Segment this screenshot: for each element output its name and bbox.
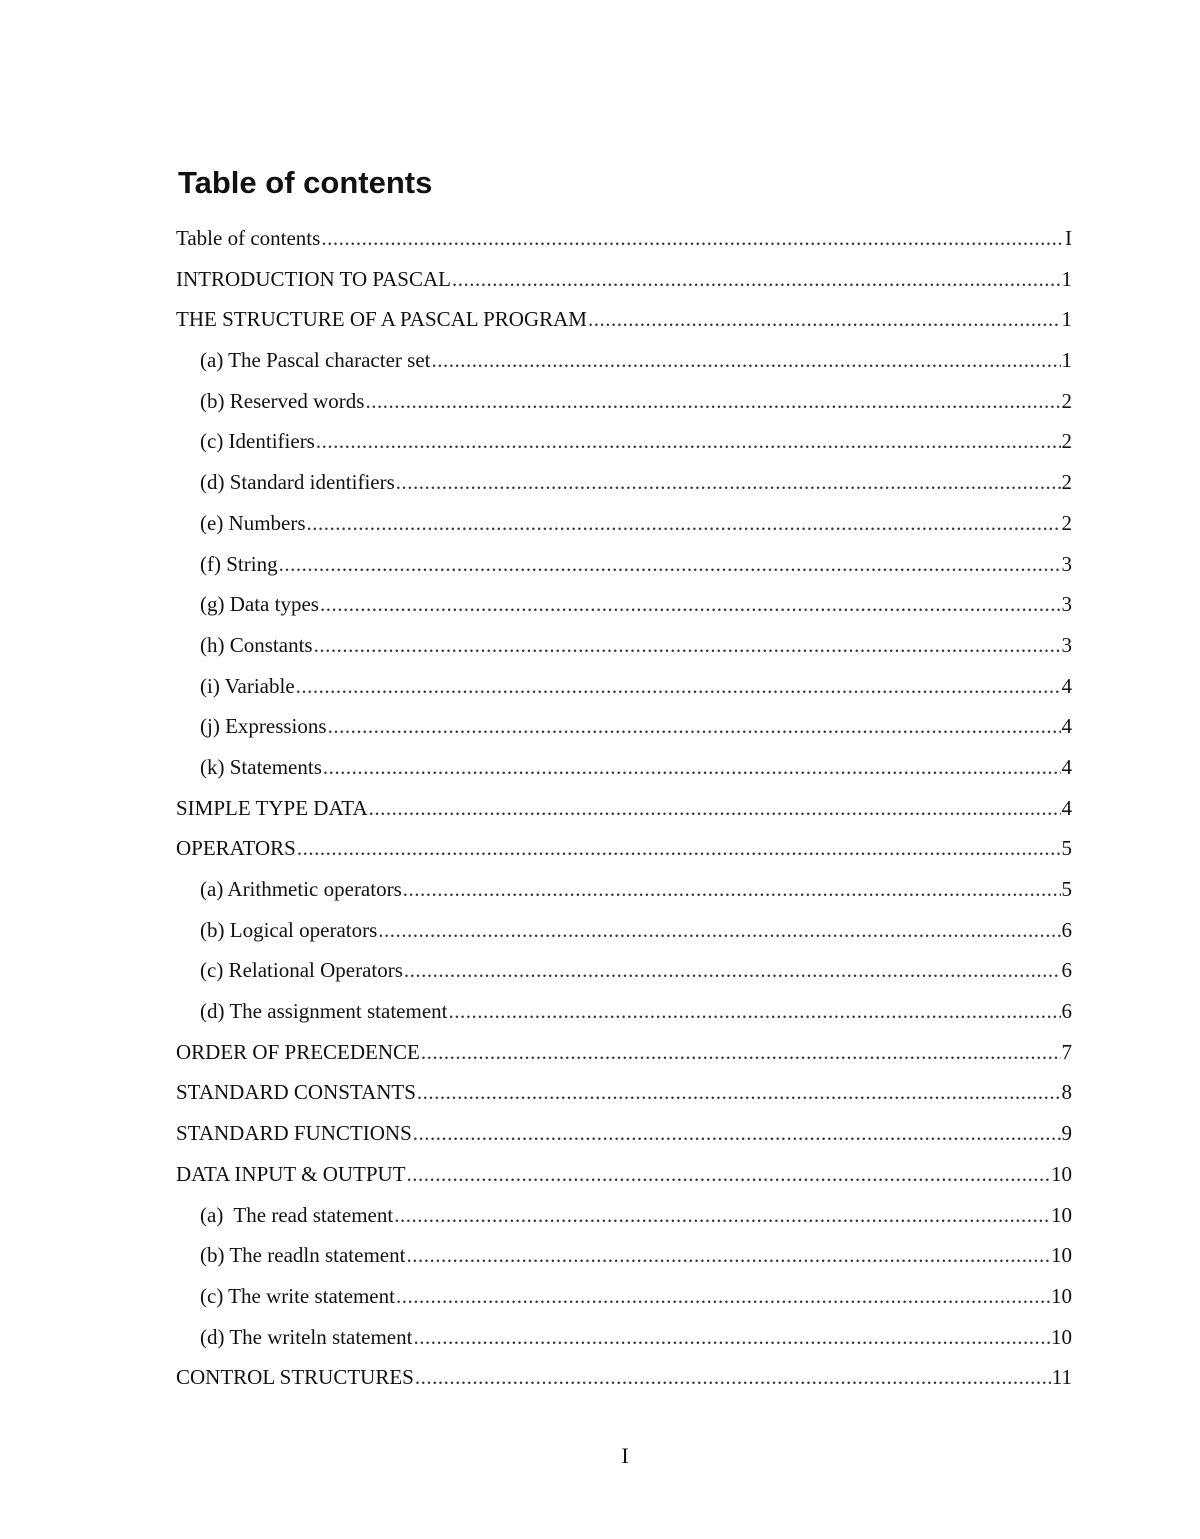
- toc-entry-introduction-to-pascal[interactable]: [176, 259, 1072, 300]
- toc-entry-label: CONTROL STRUCTURES: [176, 1365, 414, 1390]
- toc-entry-label: OPERATORS: [176, 836, 296, 861]
- toc-entry-label: THE STRUCTURE OF A PASCAL PROGRAM: [176, 307, 587, 332]
- toc-entry-label: (a) Arithmetic operators: [200, 877, 402, 901]
- dot-leader: [323, 747, 1061, 788]
- toc-entry-standard-identifiers[interactable]: [176, 462, 1072, 503]
- toc-entry-label: (c) The write statement: [200, 1283, 395, 1308]
- toc-entry-logical-operators[interactable]: [176, 910, 1072, 951]
- toc-entry-label: (e) Numbers: [200, 510, 306, 535]
- toc-entry-label: DATA INPUT & OUTPUT: [176, 1161, 406, 1186]
- dot-leader: [413, 1317, 1050, 1358]
- dot-leader: [407, 1154, 1050, 1195]
- toc-entry-assignment-statement[interactable]: [176, 991, 1072, 1032]
- toc-entry-standard-functions[interactable]: [176, 1113, 1072, 1154]
- toc-entry-page-number: 9: [1061, 1121, 1072, 1146]
- toc-entry-page-number: 4: [1061, 673, 1072, 698]
- toc-entry-label: STANDARD CONSTANTS: [176, 1080, 416, 1105]
- toc-entry-page-number: 5: [1061, 836, 1072, 861]
- toc-entry-identifiers[interactable]: [176, 421, 1072, 462]
- dot-leader: [394, 1195, 1050, 1236]
- dot-leader: [421, 1032, 1061, 1073]
- toc-entry-label: SIMPLE TYPE DATA: [176, 795, 368, 820]
- toc-entry-reserved-words[interactable]: [176, 381, 1072, 422]
- table-of-contents: [176, 218, 1072, 1398]
- toc-entry-page-number: 6: [1061, 999, 1072, 1024]
- toc-entry-data-input-output[interactable]: [176, 1154, 1072, 1195]
- toc-entry-relational-operators[interactable]: [176, 950, 1072, 991]
- toc-entry-page-number: 3: [1061, 551, 1072, 576]
- toc-entry-write-statement[interactable]: [176, 1276, 1072, 1317]
- toc-entry-page-number: 6: [1061, 958, 1072, 983]
- toc-entry-page-number: 2: [1061, 429, 1072, 454]
- toc-entry-page-number: 2: [1061, 388, 1072, 413]
- dot-leader: [378, 910, 1060, 951]
- toc-entry-standard-constants[interactable]: [176, 1072, 1072, 1113]
- toc-entry-page-number: 4: [1061, 754, 1072, 779]
- toc-entry-arithmetic-operators[interactable]: [176, 869, 1072, 910]
- toc-entry-label: (a) The read statement: [200, 1202, 394, 1227]
- toc-entry-page-number: 3: [1061, 632, 1072, 657]
- toc-entry-label: (c) Relational Operators: [200, 958, 403, 983]
- dot-leader: [588, 299, 1061, 340]
- toc-entry-label: (j) Expressions: [200, 714, 327, 739]
- dot-leader: [404, 950, 1061, 991]
- dot-leader: [316, 421, 1061, 462]
- toc-entry-page-number: 3: [1061, 592, 1072, 617]
- toc-entry-label: (d) The assignment statement: [200, 999, 448, 1024]
- dot-leader: [452, 259, 1061, 300]
- dot-leader: [417, 1072, 1061, 1113]
- toc-entry-page-number: 6: [1061, 917, 1072, 942]
- toc-entry-page-number: 5: [1061, 877, 1072, 901]
- dot-leader: [320, 584, 1061, 625]
- dot-leader: [321, 218, 1064, 259]
- toc-entry-constants[interactable]: [176, 625, 1072, 666]
- toc-entry-page-number: 4: [1061, 714, 1072, 739]
- toc-entry-label: (k) Statements: [200, 754, 322, 779]
- toc-entry-pascal-character-set[interactable]: [176, 340, 1072, 381]
- toc-entry-label: (f) String: [200, 551, 278, 576]
- dot-leader: [431, 340, 1060, 381]
- dot-leader: [413, 1113, 1061, 1154]
- toc-entry-label: INTRODUCTION TO PASCAL: [176, 266, 451, 291]
- dot-leader: [279, 544, 1061, 585]
- dot-leader: [297, 828, 1061, 869]
- dot-leader: [415, 1357, 1051, 1398]
- toc-entry-page-number: 4: [1061, 795, 1072, 820]
- toc-entry-page-number: 10: [1051, 1283, 1072, 1308]
- toc-entry-variable[interactable]: [176, 666, 1072, 707]
- page-title: Table of contents: [178, 165, 433, 200]
- toc-entry-label: (d) Standard identifiers: [200, 470, 395, 495]
- toc-entry-label: ORDER OF PRECEDENCE: [176, 1039, 420, 1064]
- toc-entry-label: (b) The readln statement: [200, 1243, 406, 1268]
- toc-entry-simple-type-data[interactable]: [176, 788, 1072, 829]
- toc-entry-page-number: 1: [1061, 266, 1072, 291]
- toc-entry-label: Table of contents: [176, 226, 321, 250]
- toc-entry-page-number: 2: [1061, 470, 1072, 495]
- dot-leader: [307, 503, 1061, 544]
- dot-leader: [396, 1276, 1050, 1317]
- toc-entry-page-number: 2: [1061, 510, 1072, 535]
- toc-entry-control-structures[interactable]: [176, 1357, 1072, 1398]
- dot-leader: [396, 462, 1061, 503]
- toc-entry-label: (b) Reserved words: [200, 388, 365, 413]
- dot-leader: [365, 381, 1060, 422]
- toc-entry-label: (i) Variable: [200, 673, 295, 698]
- toc-entry-table-of-contents[interactable]: [176, 218, 1072, 259]
- toc-entry-statements[interactable]: [176, 747, 1072, 788]
- toc-entry-page-number: 10: [1051, 1161, 1072, 1186]
- toc-entry-structure-of-a-pascal-program[interactable]: [176, 299, 1072, 340]
- toc-entry-operators[interactable]: [176, 828, 1072, 869]
- dot-leader: [314, 625, 1061, 666]
- toc-entry-label: STANDARD FUNCTIONS: [176, 1121, 412, 1146]
- toc-entry-page-number: 1: [1061, 348, 1072, 373]
- toc-entry-label: (g) Data types: [200, 592, 319, 617]
- toc-entry-page-number: 8: [1061, 1080, 1072, 1105]
- dot-leader: [296, 666, 1061, 707]
- toc-entry-label: (c) Identifiers: [200, 429, 315, 454]
- toc-entry-label: (b) Logical operators: [200, 917, 378, 942]
- toc-entry-page-number: 10: [1051, 1324, 1072, 1349]
- dot-leader: [448, 991, 1060, 1032]
- toc-entry-page-number: I: [1065, 226, 1072, 250]
- toc-entry-order-of-precedence[interactable]: [176, 1032, 1072, 1073]
- toc-entry-read-statement[interactable]: [176, 1195, 1072, 1236]
- toc-entry-data-types[interactable]: [176, 584, 1072, 625]
- toc-entry-page-number: 11: [1051, 1365, 1072, 1390]
- dot-leader: [328, 706, 1061, 747]
- toc-entry-page-number: 10: [1051, 1202, 1072, 1227]
- dot-leader: [403, 869, 1061, 910]
- toc-entry-string[interactable]: [176, 544, 1072, 585]
- toc-entry-page-number: 7: [1061, 1039, 1072, 1064]
- dot-leader: [369, 788, 1061, 829]
- footer-page-number: I: [621, 1443, 629, 1468]
- toc-entry-page-number: 10: [1051, 1243, 1072, 1268]
- toc-entry-writeln-statement[interactable]: [176, 1317, 1072, 1358]
- toc-entry-numbers[interactable]: [176, 503, 1072, 544]
- toc-entry-label: (d) The writeln statement: [200, 1324, 413, 1349]
- dot-leader: [406, 1235, 1050, 1276]
- toc-entry-page-number: 1: [1061, 307, 1072, 332]
- toc-entry-label: (h) Constants: [200, 632, 313, 657]
- toc-entry-expressions[interactable]: [176, 706, 1072, 747]
- toc-entry-readln-statement[interactable]: [176, 1235, 1072, 1276]
- toc-entry-label: (a) The Pascal character set: [200, 348, 431, 373]
